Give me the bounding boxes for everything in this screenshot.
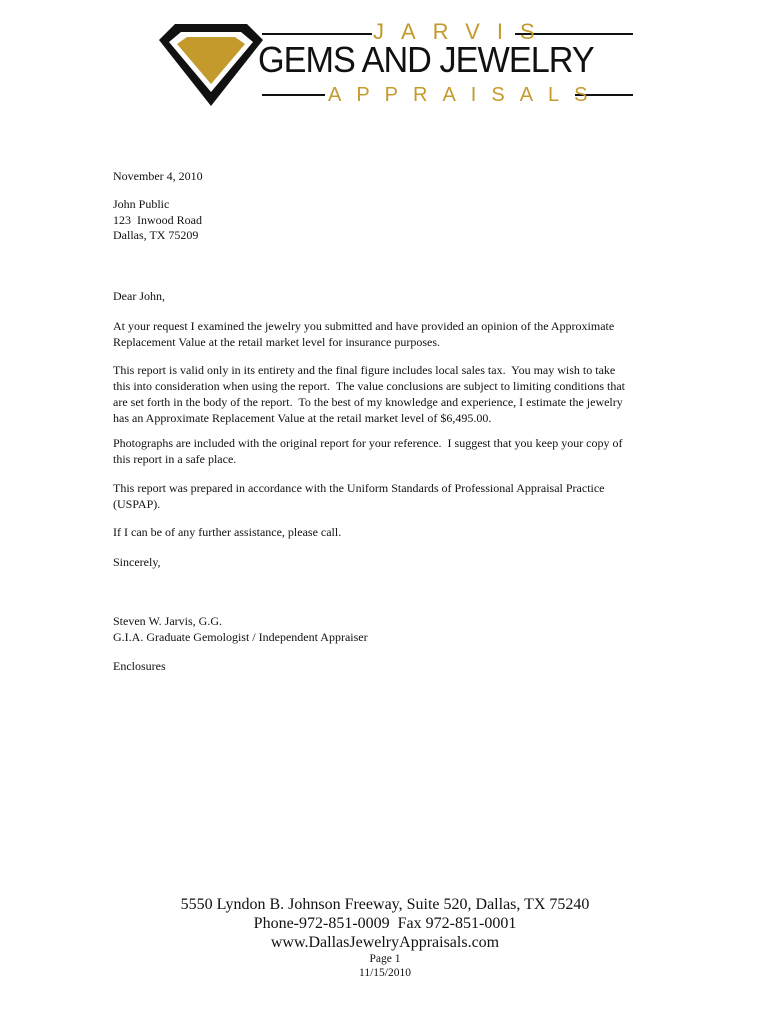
brand-bottom-text: APPRAISALS [328, 84, 603, 106]
recipient-name: John Public [113, 197, 170, 211]
signer-name: Steven W. Jarvis, G.G. [113, 614, 222, 628]
footer-phones: Phone-972-851-0009 Fax 972-851-0001 [253, 915, 517, 932]
paragraph-4 [113, 480, 658, 512]
paragraph-5: If I can be of any further assistance, please call. [113, 525, 342, 539]
paragraph-line: This report is valid only in its entirety and the final figure includes local sales tax. You may wish to take [113, 363, 616, 377]
signer-title: G.I.A. Graduate Gemologist / Independent Appraiser [113, 630, 368, 644]
recipient-address [113, 197, 202, 244]
print-date: 11/15/2010 [359, 967, 411, 979]
enclosures: Enclosures [113, 659, 166, 673]
footer-address: 5550 Lyndon B. Johnson Freeway, Suite 520, Dallas, TX 75240 [180, 896, 590, 913]
closing: Sincerely, [113, 555, 161, 569]
brand-main-text: GEMS AND JEWELRY [258, 39, 594, 80]
paragraph-line: Replacement Value at the retail market level for insurance purposes. [113, 335, 440, 349]
diamond-logo-icon [155, 22, 265, 112]
paragraph-line: Photographs are included with the original report for your reference. I suggest that you keep your copy of [113, 436, 623, 450]
paragraph-3 [113, 435, 658, 467]
salutation: Dear John, [113, 289, 165, 303]
letter-date: November 4, 2010 [113, 169, 203, 183]
footer [0, 895, 770, 980]
paragraph-2 [113, 362, 658, 426]
footer-website: www.DallasJewelryAppraisals.com [270, 934, 500, 951]
paragraph-line: (USPAP). [113, 497, 161, 511]
paragraph-line: This report was prepared in accordance with the Uniform Standards of Professional Appraisal Practice [113, 481, 605, 495]
recipient-street: 123 Inwood Road [113, 212, 202, 227]
brand-top-text: JARVIS [373, 19, 552, 44]
page-number: Page 1 [369, 953, 401, 965]
logo-rule-bottom-left [262, 94, 325, 96]
logo-rule-top-left [262, 33, 372, 35]
paragraph-1 [113, 318, 658, 350]
paragraph-line: this into consideration when using the report. The value conclusions are subject to limiting conditions that [113, 379, 626, 393]
paragraph-line: this report in a safe place. [113, 452, 237, 466]
recipient-city: Dallas, TX 75209 [113, 228, 199, 242]
paragraph-line: At your request I examined the jewelry you submitted and have provided an opinion of the Approximate [113, 319, 615, 333]
paragraph-line: are set forth in the body of the report. To the best of my knowledge and experience, I estimate the jewelry [113, 395, 623, 409]
paragraph-line: has an Approximate Replacement Value at the retail market level of $6,495.00. [113, 411, 492, 425]
